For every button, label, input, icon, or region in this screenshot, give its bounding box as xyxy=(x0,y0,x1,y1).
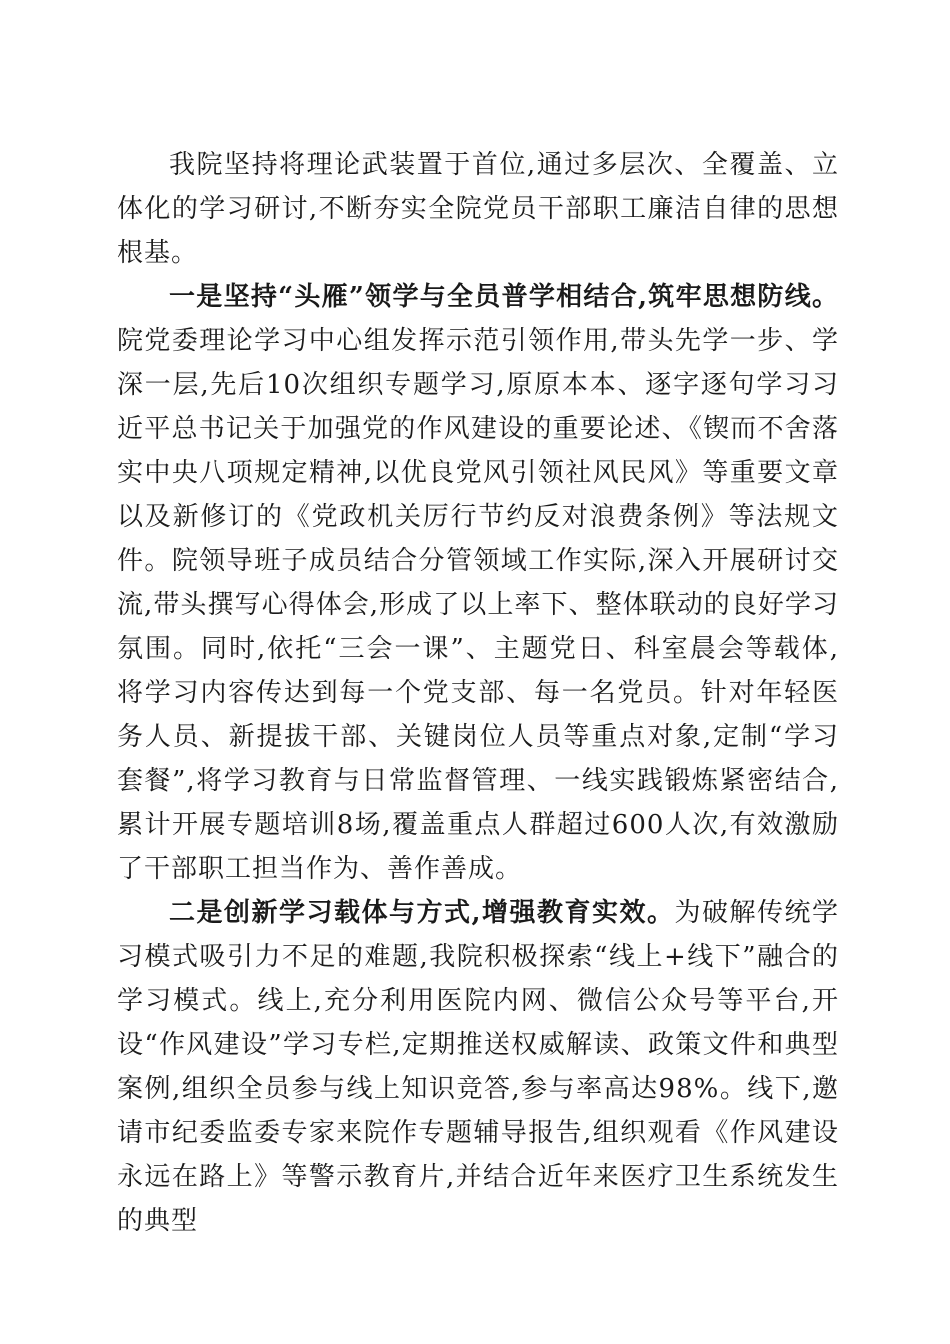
paragraph-text: 我院坚持将理论武装置于首位,通过多层次、全覆盖、立体化的学习研讨,不断夯实全院党员干部职工廉洁自律的思想根基。 xyxy=(117,150,839,268)
paragraph-point-one xyxy=(117,275,839,891)
paragraph-intro xyxy=(117,143,839,275)
paragraph-lead: 一是坚持“头雁”领学与全员普学相结合,筑牢思想防线。 xyxy=(169,282,839,312)
document-body xyxy=(117,143,839,1243)
paragraph-point-two xyxy=(117,891,839,1243)
paragraph-lead: 二是创新学习载体与方式,增强教育实效。 xyxy=(169,898,675,928)
paragraph-text: 为破解传统学习模式吸引力不足的难题,我院积极探索“线上+线下”融合的学习模式。线上,充分利用医院内网、微信公众号等平台,开设“作风建设”学习专栏,定期推送权威解读、政策文件和典型案例,组织全员参与线上知识竞答,参与率高达98%。线下,邀请市纪委监委专家来院作专题辅导报告,组织观看《作风建设永远在路上》等警示教育片,并结合近年来医疗卫生系统发生的典型 xyxy=(117,898,839,1236)
paragraph-text: 院党委理论学习中心组发挥示范引领作用,带头先学一步、学深一层,先后10次组织专题学习,原原本本、逐字逐句学习习近平总书记关于加强党的作风建设的重要论述、《锲而不舍落实中央八项规定精神,以优良党风引领社风民风》等重要文章以及新修订的《党政机关厉行节约反对浪费条例》等法规文件。院领导班子成员结合分管领域工作实际,深入开展研讨交流,带头撰写心得体会,形成了以上率下、整体联动的良好学习氛围。同时,依托“三会一课”、主题党日、科室晨会等载体,将学习内容传达到每一个党支部、每一名党员。针对年轻医务人员、新提拔干部、关键岗位人员等重点对象,定制“学习套餐”,将学习教育与日常监督管理、一线实践锻炼紧密结合,累计开展专题培训8场,覆盖重点人群超过600人次,有效激励了干部职工担当作为、善作善成。 xyxy=(117,326,839,884)
